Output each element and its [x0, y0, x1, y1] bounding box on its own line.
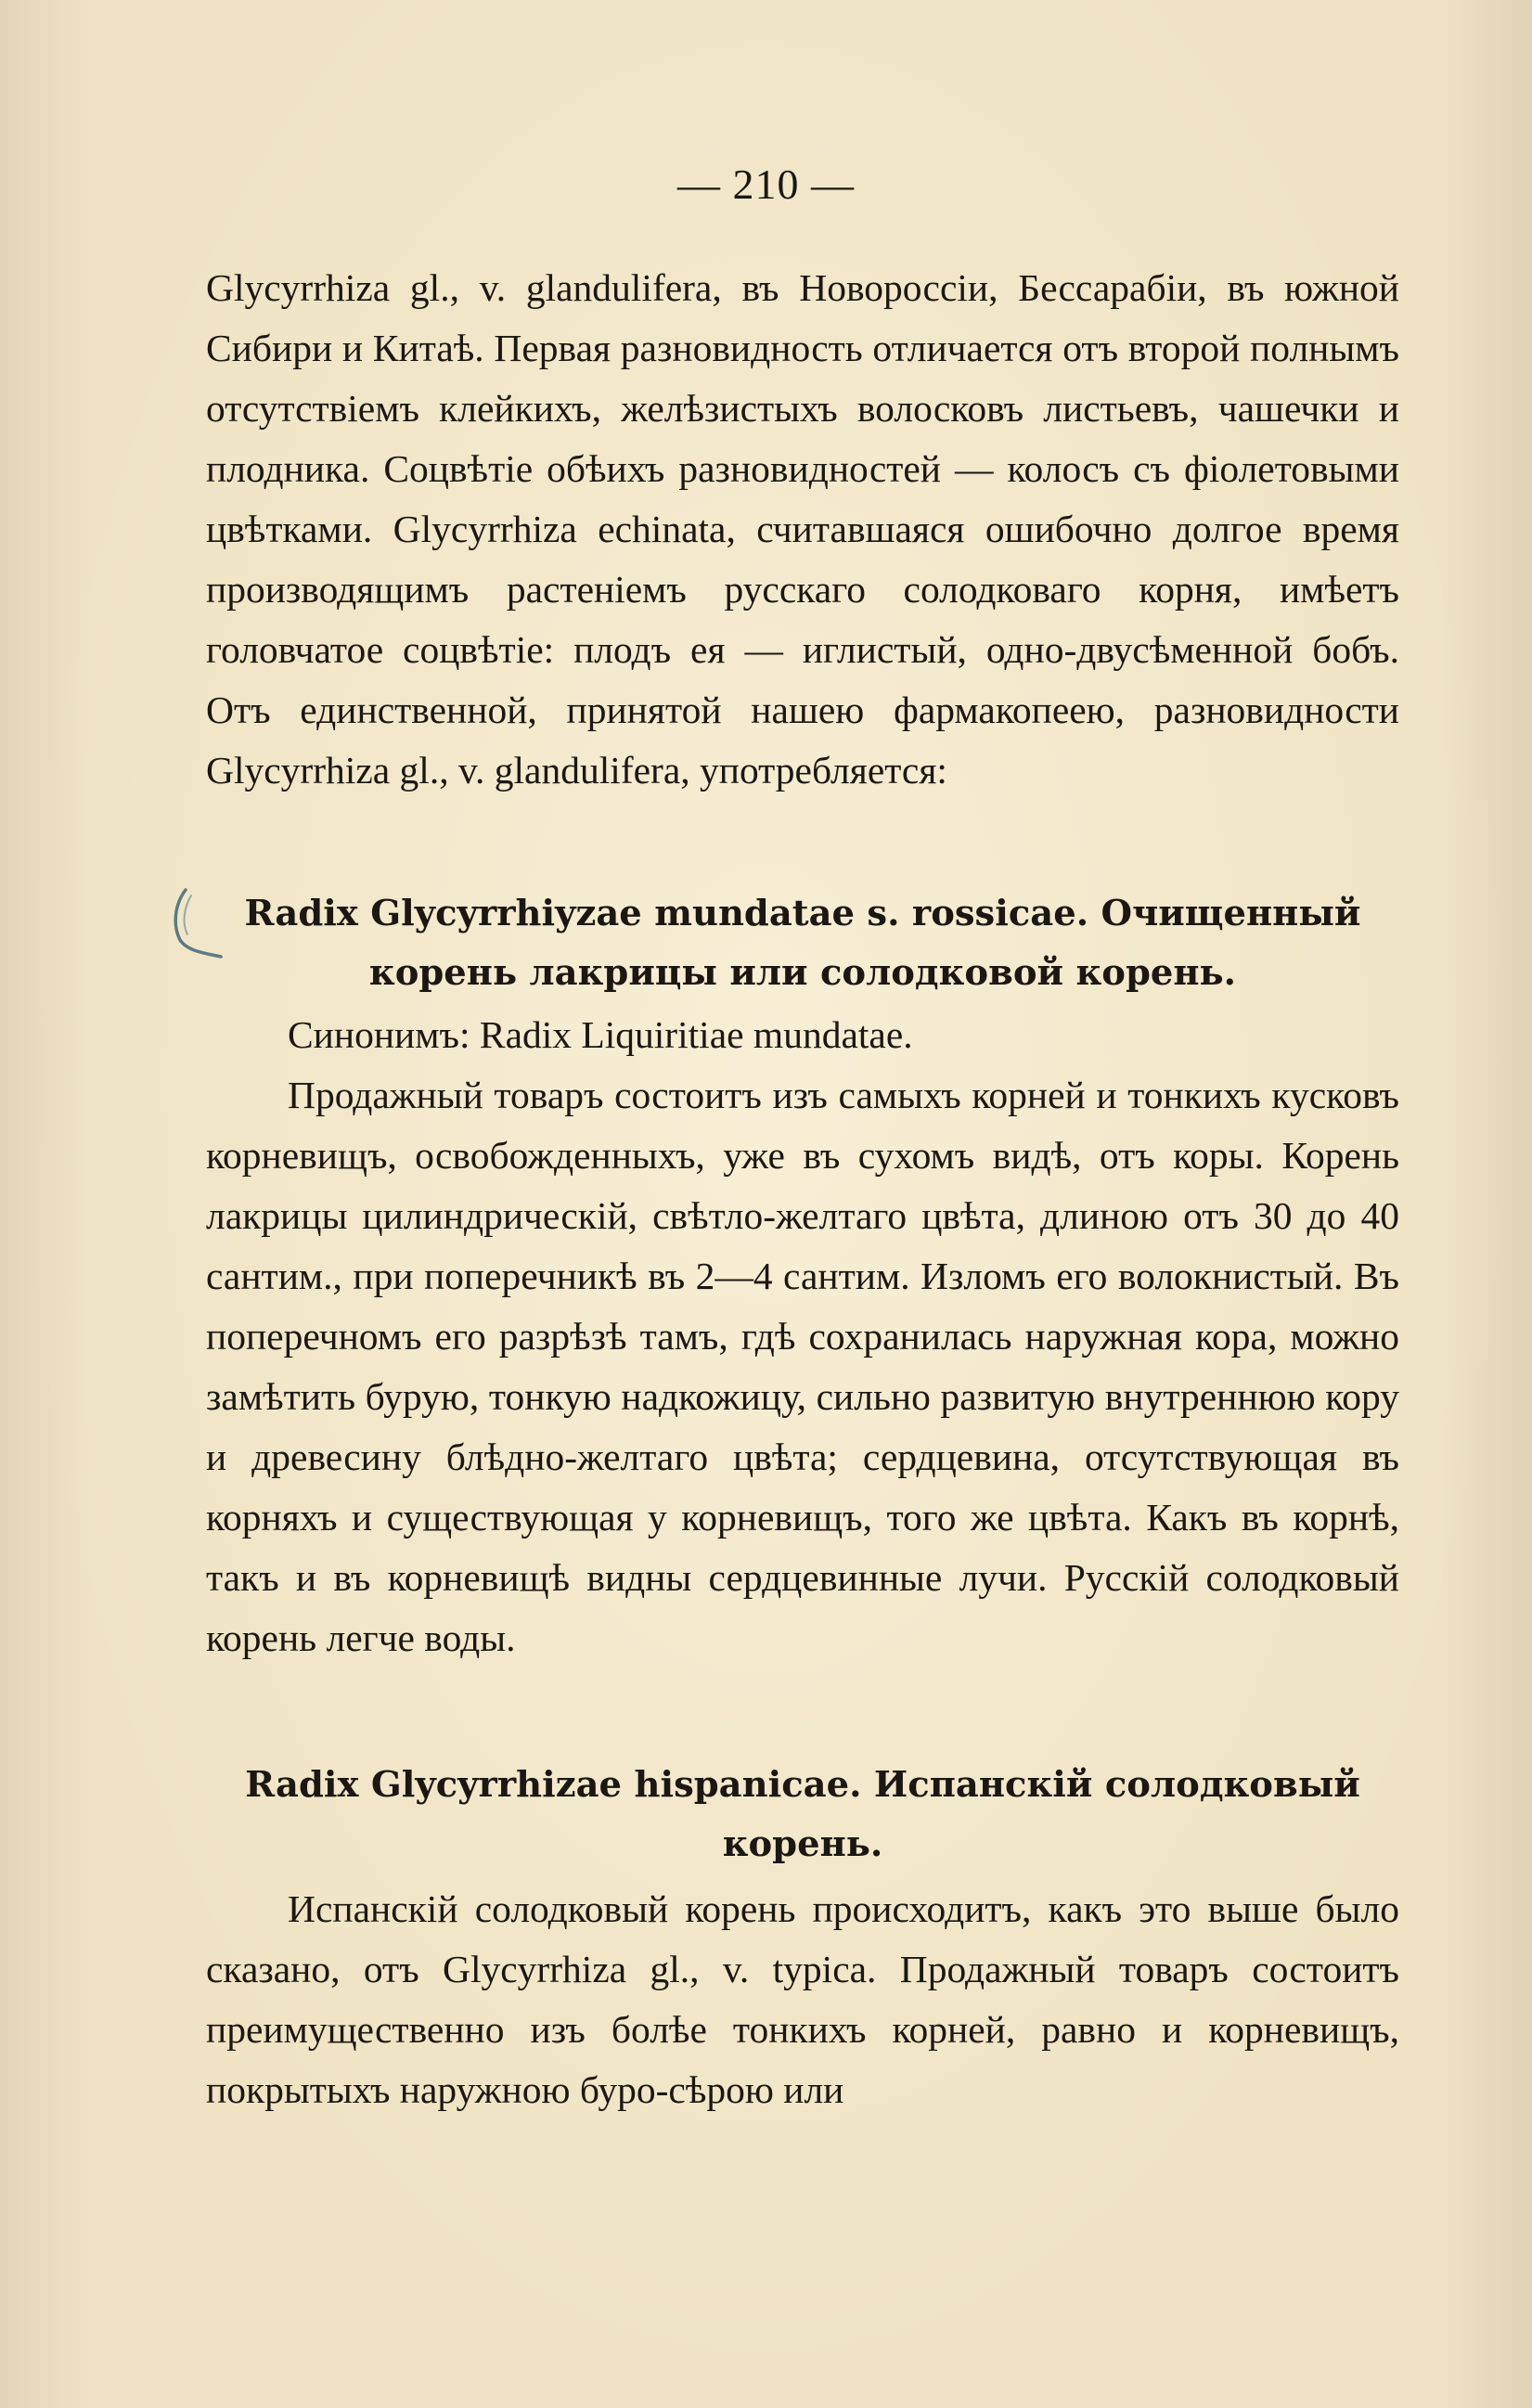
paragraph-description: Продажный товаръ состоитъ изъ самыхъ корней и тонкихъ кусковъ корневищъ, освобожденныхъ, уже въ сухомъ видѣ, отъ коры. Корень лакрицы цилиндрическій, свѣтло-желтаго цвѣта, длиною отъ 30 до 40 сантим., при поперечникѣ въ 2—4 сантим. Изломъ его волокнистый. Въ поперечномъ его разрѣзѣ тамъ, гдѣ сохранилась наружная кора, можно замѣтить бурую, тонкую надкожицу, сильно развитую внутреннюю кору и древесину блѣдно-желтаго цвѣта; сердцевина, отсутствующая въ корняхъ и существующая у корневищъ, того же цвѣта. Какъ въ корнѣ, такъ и въ корневищѣ видны сердцевинные лучи. Русскій солодковый корень легче воды.	[206, 1074, 1399, 1659]
heading-radix-hispanicae: Radix Glycyrrhizae hispanicae. Испанскій солодковый корень.	[245, 1764, 1360, 1865]
heading-radix-mundatae: Radix Glycyrrhiyzae mundatae s. rossicae. Очищенный корень лакрицы или солодковой корень.	[244, 893, 1361, 994]
section-radix-mundatae	[206, 1005, 1399, 1668]
paragraph-varieties: Glycyrrhiza gl., v. glandulifera, въ Новороссіи, Бессарабіи, въ южной Сибири и Китаѣ. Первая разновидность отличается отъ второй полнымъ отсутствіемъ клейкихъ, желѣзистыхъ волосковъ листьевъ, чашечки и плодника. Соцвѣтіе обѣихъ разновидностей — колосъ съ фіолетовыми цвѣтками. Glycyrrhiza echinata, считавшаяся ошибочно долгое время производящимъ растеніемъ русскаго солодковаго корня, имѣетъ головчатое соцвѣтіе: плодъ ея — иглистый, одно-двусѣменной бобъ. Отъ единственной, принятой нашею фармакопеею, разновидности Glycyrrhiza gl., v. glandulifera, употребляется:	[206, 266, 1399, 792]
synonym-line: Синонимъ: Radix Liquiritiae mundatae.	[288, 1013, 913, 1056]
page-number: — 210 —	[677, 161, 855, 208]
paragraph-spanish-root: Испанскій солодковый корень происходитъ, какъ это выше было сказано, отъ Glycyrrhiza gl., v. typica. Продажный товаръ состоитъ преимущественно изъ болѣе тонкихъ корней, равно и корневищъ, покрытыхъ наружною буро-сѣрою или	[206, 1887, 1399, 2111]
